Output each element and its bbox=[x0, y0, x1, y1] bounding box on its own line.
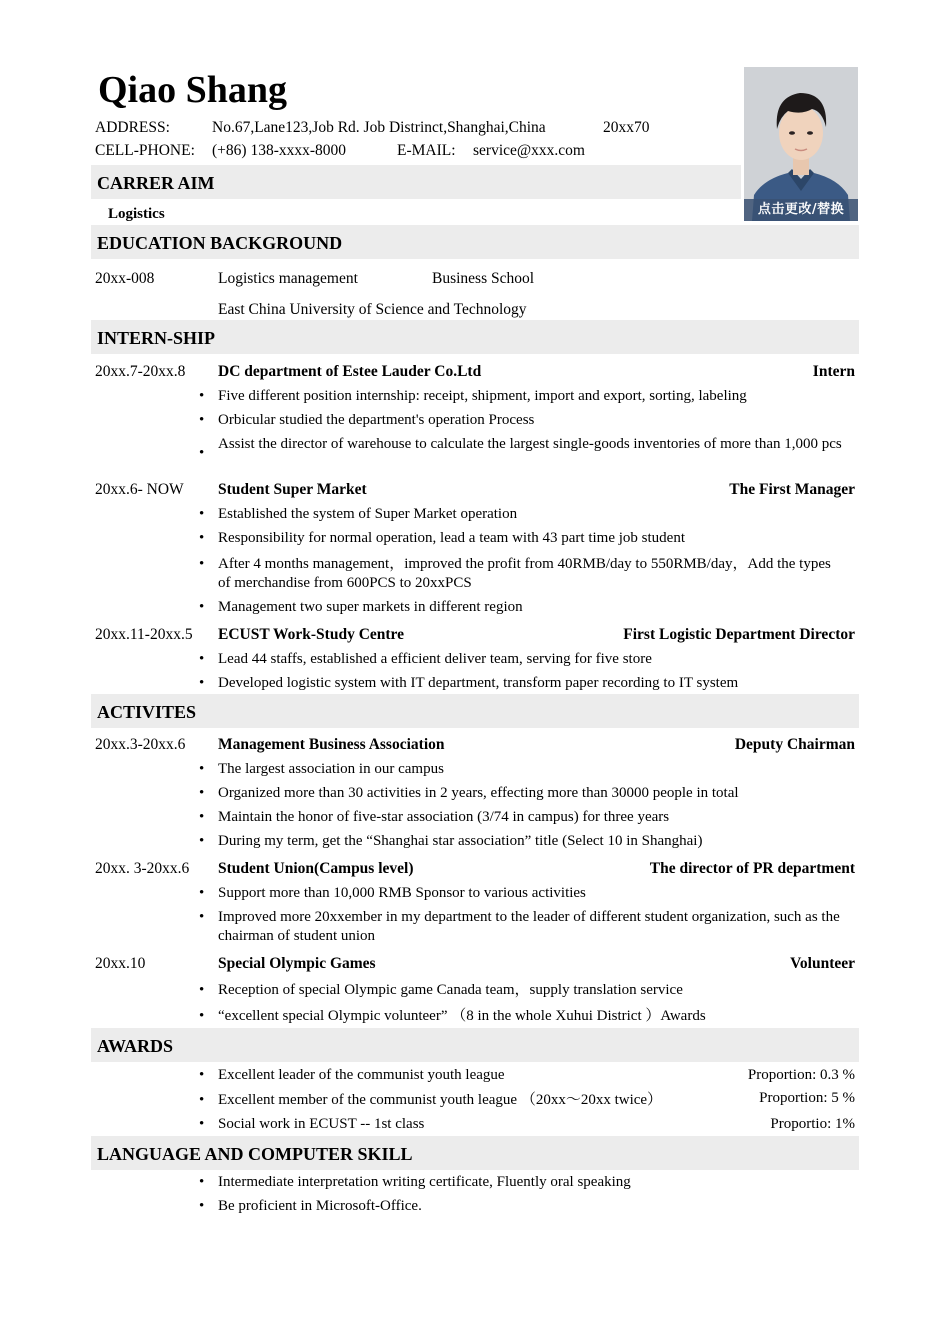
education-date: 20xx-008 bbox=[95, 270, 155, 287]
award-proportion: Proportion: 0.3 % bbox=[747, 1067, 855, 1083]
section-header-activities bbox=[91, 694, 859, 728]
entry-role: First Logistic Department Director bbox=[623, 626, 855, 643]
entry-role: The director of PR department bbox=[649, 860, 855, 877]
entry-date: 20xx.7-20xx.8 bbox=[95, 363, 186, 380]
section-title: EDUCATION BACKGROUND bbox=[97, 233, 343, 253]
entry-date: 20xx.11-20xx.5 bbox=[95, 626, 193, 643]
entry-role: Volunteer bbox=[790, 955, 855, 972]
award-proportion: Proportio: 1% bbox=[770, 1116, 855, 1132]
section-title: CARRER AIM bbox=[97, 173, 215, 193]
postcode: 20xx70 bbox=[603, 119, 650, 136]
entry-organization: Management Business Association bbox=[218, 736, 445, 753]
avatar-icon bbox=[744, 67, 858, 221]
photo-replace-caption[interactable]: 点击更改/替换 bbox=[757, 202, 845, 217]
education-school: Business School bbox=[432, 270, 535, 287]
section-header-skills bbox=[91, 1136, 859, 1170]
section-header-internship bbox=[91, 320, 859, 354]
entry-organization: Special Olympic Games bbox=[218, 955, 376, 972]
address-label: ADDRESS: bbox=[95, 119, 170, 136]
award-proportion: Proportion: 5 % bbox=[759, 1090, 855, 1106]
section-header-awards bbox=[91, 1028, 859, 1062]
section-header-career-aim bbox=[91, 165, 741, 199]
entry-organization: Student Union(Campus level) bbox=[218, 860, 414, 877]
education-major: Logistics management bbox=[218, 270, 358, 287]
entry-organization: DC department of Estee Lauder Co.Ltd bbox=[218, 363, 482, 380]
email-value: service@xxx.com bbox=[473, 142, 585, 159]
section-title: AWARDS bbox=[97, 1036, 174, 1056]
entry-date: 20xx. 3-20xx.6 bbox=[95, 860, 190, 877]
entry-organization: ECUST Work-Study Centre bbox=[218, 626, 405, 643]
entry-organization: Student Super Market bbox=[218, 481, 367, 498]
entry-date: 20xx.10 bbox=[95, 955, 146, 972]
email-label: E-MAIL: bbox=[397, 142, 456, 159]
career-aim-value: Logistics bbox=[108, 206, 165, 222]
section-title: INTERN-SHIP bbox=[97, 328, 216, 348]
phone-value: (+86) 138-xxxx-8000 bbox=[212, 142, 347, 159]
address-value: No.67,Lane123,Job Rd. Job Distrinct,Shanghai,China bbox=[212, 119, 546, 136]
entry-date: 20xx.3-20xx.6 bbox=[95, 736, 186, 753]
profile-photo[interactable] bbox=[744, 67, 858, 221]
entry-role: Intern bbox=[812, 363, 855, 380]
section-title: ACTIVITES bbox=[97, 702, 197, 722]
entry-role: The First Manager bbox=[729, 481, 855, 498]
candidate-name: Qiao Shang bbox=[98, 69, 288, 111]
entry-date: 20xx.6- NOW bbox=[95, 481, 184, 498]
education-university: East China University of Science and Technology bbox=[218, 301, 527, 318]
section-title: LANGUAGE AND COMPUTER SKILL bbox=[97, 1144, 413, 1164]
phone-label: CELL-PHONE: bbox=[95, 142, 195, 159]
section-header-education bbox=[91, 225, 859, 259]
entry-role: Deputy Chairman bbox=[734, 736, 855, 753]
